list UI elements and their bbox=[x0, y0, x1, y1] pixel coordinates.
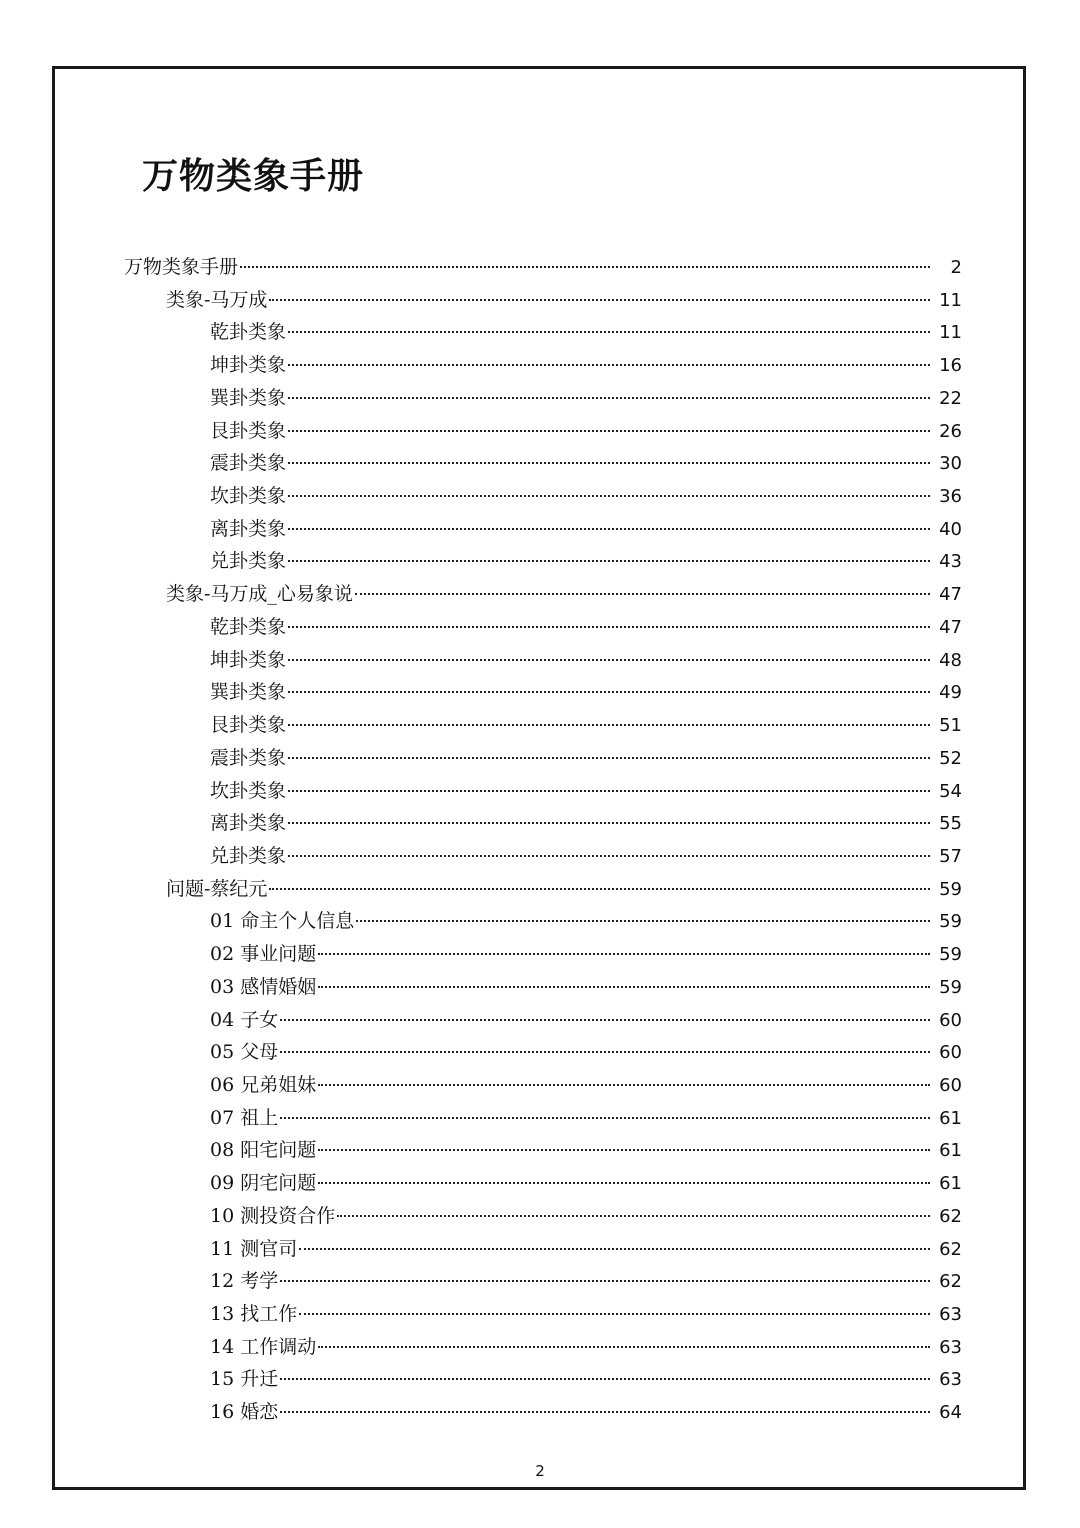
toc-entry-label: 艮卦类象 bbox=[210, 714, 287, 737]
toc-entry-page: 59 bbox=[939, 878, 962, 900]
toc-entry-label: 巽卦类象 bbox=[210, 681, 287, 704]
toc-entry[interactable] bbox=[0, 775, 1080, 808]
toc-entry-label: 16 婚恋 bbox=[210, 1401, 279, 1424]
toc-entry-label: 15 升迁 bbox=[210, 1368, 279, 1391]
toc-entry-page: 55 bbox=[939, 813, 962, 835]
toc-entry[interactable] bbox=[0, 545, 1080, 578]
toc-entry-label: 坤卦类象 bbox=[210, 354, 287, 377]
toc-entry-label: 震卦类象 bbox=[210, 452, 287, 475]
toc-entry[interactable] bbox=[0, 316, 1080, 349]
toc-entry-page: 60 bbox=[939, 1042, 962, 1064]
toc-entry-label: 01 命主个人信息 bbox=[210, 910, 355, 933]
toc-entry[interactable] bbox=[0, 1069, 1080, 1102]
toc-dot-leader bbox=[269, 299, 930, 301]
toc-entry-label: 巽卦类象 bbox=[210, 386, 287, 409]
toc-entry-page: 57 bbox=[939, 845, 962, 867]
toc-entry[interactable] bbox=[0, 578, 1080, 611]
toc-dot-leader bbox=[355, 593, 930, 595]
toc-entry[interactable] bbox=[0, 1363, 1080, 1396]
toc-entry[interactable] bbox=[0, 284, 1080, 317]
toc-dot-leader bbox=[288, 560, 930, 562]
toc-entry[interactable] bbox=[0, 1265, 1080, 1298]
toc-dot-leader bbox=[288, 462, 930, 464]
toc-entry-page: 54 bbox=[939, 780, 962, 802]
toc-entry-page: 62 bbox=[939, 1271, 962, 1293]
toc-entry-label: 问题-蔡纪元 bbox=[166, 877, 268, 900]
toc-entry-page: 63 bbox=[939, 1369, 962, 1391]
toc-entry-page: 47 bbox=[939, 584, 962, 606]
toc-dot-leader bbox=[288, 757, 930, 759]
toc-entry[interactable] bbox=[0, 447, 1080, 480]
toc-dot-leader bbox=[280, 1019, 930, 1021]
toc-entry[interactable] bbox=[0, 251, 1080, 284]
toc-entry-page: 52 bbox=[939, 747, 962, 769]
toc-entry-label: 03 感情婚姻 bbox=[210, 975, 317, 998]
toc-entry[interactable] bbox=[0, 873, 1080, 906]
toc-dot-leader bbox=[288, 724, 930, 726]
toc-entry[interactable] bbox=[0, 807, 1080, 840]
toc-entry-label: 类象-马万成_心易象说 bbox=[166, 583, 353, 606]
toc-entry-page: 60 bbox=[939, 1074, 962, 1096]
toc-entry-page: 2 bbox=[950, 257, 962, 278]
toc-entry-label: 乾卦类象 bbox=[210, 321, 287, 344]
toc-entry-label: 04 子女 bbox=[210, 1008, 279, 1031]
toc-dot-leader bbox=[288, 364, 930, 366]
toc-dot-leader bbox=[288, 659, 930, 661]
toc-dot-leader bbox=[280, 1117, 930, 1119]
toc-entry[interactable] bbox=[0, 1396, 1080, 1429]
toc-entry-page: 63 bbox=[939, 1304, 962, 1325]
toc-entry[interactable] bbox=[0, 1233, 1080, 1266]
toc-entry[interactable] bbox=[0, 971, 1080, 1004]
toc-entry[interactable] bbox=[0, 676, 1080, 709]
toc-entry[interactable] bbox=[0, 644, 1080, 677]
toc-dot-leader bbox=[288, 331, 930, 333]
toc-entry-label: 离卦类象 bbox=[210, 812, 287, 835]
toc-dot-leader bbox=[288, 855, 930, 857]
toc-entry-label: 05 父母 bbox=[210, 1041, 279, 1064]
page-number: 2 bbox=[535, 1462, 545, 1480]
toc-dot-leader bbox=[288, 790, 930, 792]
toc-entry-label: 离卦类象 bbox=[210, 517, 287, 540]
toc-entry[interactable] bbox=[0, 840, 1080, 873]
toc-entry[interactable] bbox=[0, 709, 1080, 742]
toc-entry-label: 震卦类象 bbox=[210, 746, 287, 769]
toc-dot-leader bbox=[240, 266, 930, 268]
toc-entry[interactable] bbox=[0, 1200, 1080, 1233]
toc-entry-label: 万物类象手册 bbox=[124, 256, 239, 278]
toc-entry-page: 51 bbox=[939, 715, 962, 737]
toc-entry[interactable] bbox=[0, 1004, 1080, 1037]
toc-entry-page: 64 bbox=[939, 1402, 962, 1424]
toc-entry-label: 14 工作调动 bbox=[210, 1335, 317, 1358]
toc-entry-page: 11 bbox=[939, 322, 962, 344]
toc-entry-page: 62 bbox=[939, 1205, 962, 1227]
toc-entry-page: 26 bbox=[939, 420, 962, 442]
toc-entry[interactable] bbox=[0, 1331, 1080, 1364]
toc-entry-label: 02 事业问题 bbox=[210, 943, 317, 966]
toc-dot-leader bbox=[356, 920, 930, 922]
toc-entry-page: 61 bbox=[939, 1107, 962, 1129]
toc-entry-page: 48 bbox=[939, 649, 962, 671]
toc-entry-page: 43 bbox=[939, 551, 962, 573]
toc-entry-label: 07 祖上 bbox=[210, 1106, 279, 1129]
toc-entry-label: 12 考学 bbox=[210, 1270, 279, 1293]
toc-entry-page: 40 bbox=[939, 518, 962, 540]
toc-entry-label: 坎卦类象 bbox=[210, 779, 287, 802]
toc-entry-label: 11 测官司 bbox=[210, 1237, 298, 1260]
toc-dot-leader bbox=[318, 953, 930, 955]
toc-entry-label: 艮卦类象 bbox=[210, 419, 287, 442]
toc-dot-leader bbox=[288, 495, 930, 497]
toc-entry[interactable] bbox=[0, 742, 1080, 775]
toc-entry-page: 49 bbox=[939, 682, 962, 704]
toc-entry[interactable] bbox=[0, 938, 1080, 971]
toc-dot-leader bbox=[280, 1411, 930, 1413]
toc-entry[interactable] bbox=[0, 611, 1080, 644]
toc-dot-leader bbox=[318, 1182, 930, 1184]
toc-dot-leader bbox=[288, 397, 930, 399]
toc-dot-leader bbox=[318, 986, 930, 988]
toc-dot-leader bbox=[337, 1215, 930, 1217]
table-of-contents bbox=[0, 251, 1080, 1429]
toc-entry[interactable] bbox=[0, 513, 1080, 546]
toc-entry-page: 63 bbox=[939, 1336, 962, 1358]
toc-entry-page: 60 bbox=[939, 1009, 962, 1031]
toc-dot-leader bbox=[280, 1280, 930, 1282]
toc-dot-leader bbox=[288, 528, 930, 530]
toc-entry-page: 16 bbox=[939, 355, 962, 377]
toc-dot-leader bbox=[280, 1378, 930, 1380]
toc-dot-leader bbox=[318, 1084, 930, 1086]
toc-entry-page: 61 bbox=[939, 1140, 962, 1162]
toc-entry[interactable] bbox=[0, 905, 1080, 938]
toc-entry[interactable] bbox=[0, 1036, 1080, 1069]
toc-dot-leader bbox=[288, 691, 930, 693]
toc-entry-page: 36 bbox=[939, 486, 962, 508]
toc-entry[interactable] bbox=[0, 480, 1080, 513]
toc-entry-page: 47 bbox=[939, 616, 962, 638]
toc-dot-leader bbox=[288, 822, 930, 824]
toc-entry-label: 坎卦类象 bbox=[210, 485, 287, 508]
toc-dot-leader bbox=[288, 430, 930, 432]
toc-entry-label: 10 测投资合作 bbox=[210, 1204, 336, 1227]
toc-entry-page: 22 bbox=[939, 387, 962, 409]
toc-entry-label: 13 找工作 bbox=[210, 1303, 298, 1325]
toc-entry-page: 59 bbox=[939, 944, 962, 966]
toc-dot-leader bbox=[280, 1051, 930, 1053]
toc-dot-leader bbox=[299, 1248, 930, 1250]
toc-entry-page: 59 bbox=[939, 976, 962, 998]
toc-entry-label: 类象-马万成 bbox=[166, 288, 268, 311]
toc-entry-page: 11 bbox=[939, 289, 962, 311]
toc-entry-label: 09 阴宅问题 bbox=[210, 1172, 317, 1195]
toc-entry[interactable] bbox=[0, 1167, 1080, 1200]
toc-entry-label: 兑卦类象 bbox=[210, 550, 287, 573]
toc-entry[interactable] bbox=[0, 382, 1080, 415]
toc-dot-leader bbox=[269, 888, 930, 890]
toc-entry-label: 乾卦类象 bbox=[210, 615, 287, 638]
toc-entry[interactable] bbox=[0, 1298, 1080, 1331]
toc-dot-leader bbox=[318, 1149, 930, 1151]
toc-dot-leader bbox=[299, 1313, 930, 1315]
toc-entry-label: 兑卦类象 bbox=[210, 844, 287, 867]
toc-entry-label: 08 阳宅问题 bbox=[210, 1139, 317, 1162]
toc-entry-label: 06 兄弟姐妹 bbox=[210, 1073, 317, 1096]
toc-entry[interactable] bbox=[0, 415, 1080, 448]
toc-entry[interactable] bbox=[0, 349, 1080, 382]
toc-entry-page: 59 bbox=[939, 911, 962, 933]
toc-entry[interactable] bbox=[0, 1134, 1080, 1167]
toc-entry[interactable] bbox=[0, 1102, 1080, 1135]
toc-dot-leader bbox=[288, 626, 930, 628]
toc-dot-leader bbox=[318, 1346, 930, 1348]
document-title: 万物类象手册 bbox=[142, 156, 365, 197]
toc-entry-page: 30 bbox=[939, 453, 962, 475]
toc-entry-page: 61 bbox=[939, 1173, 962, 1195]
toc-entry-label: 坤卦类象 bbox=[210, 648, 287, 671]
toc-entry-page: 62 bbox=[939, 1238, 962, 1260]
